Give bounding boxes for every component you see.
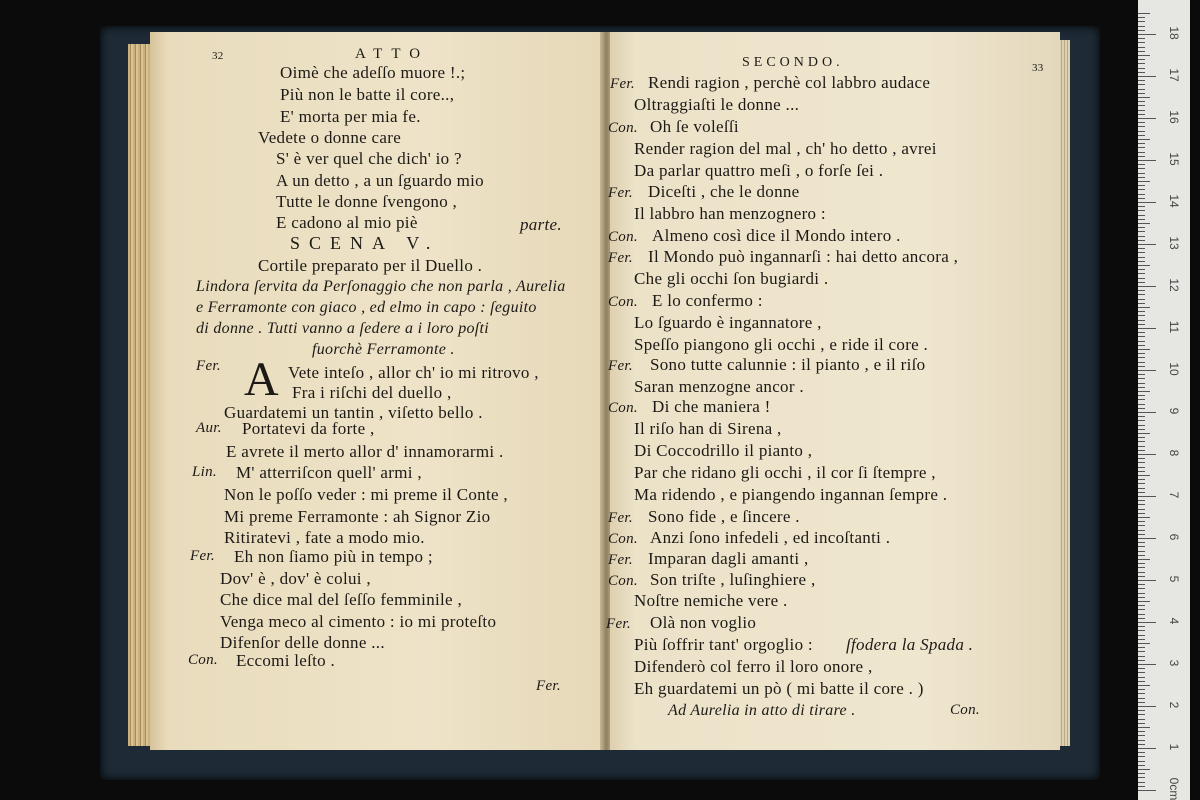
ruler-tick — [1138, 710, 1145, 711]
ruler-tick — [1138, 668, 1145, 669]
ruler-tick — [1138, 311, 1145, 312]
ruler-tick — [1138, 236, 1145, 237]
ruler-tick — [1138, 672, 1145, 673]
ruler-label: 2 — [1167, 701, 1181, 709]
ruler-tick — [1138, 681, 1145, 682]
speaker-label: Fer. — [190, 548, 215, 564]
ruler-tick — [1138, 656, 1145, 657]
verse-line: Il riſo han di Sirena , — [634, 419, 782, 438]
ruler-tick — [1138, 735, 1145, 736]
ruler-tick — [1138, 72, 1145, 73]
ruler-tick — [1138, 189, 1145, 190]
stage-direction: Ad Aurelia in atto di tirare . — [668, 702, 856, 719]
verse-line: Olà non voglio — [650, 613, 757, 632]
catchword: Fer. — [536, 678, 561, 694]
ruler-tick — [1138, 563, 1145, 564]
ruler-tick — [1138, 635, 1145, 636]
ruler-tick — [1138, 513, 1145, 514]
ruler-tick — [1138, 744, 1145, 745]
right-running-head: SECONDO. — [742, 55, 844, 70]
verse-line: Mi preme Ferramonte : ah Signor Zio — [224, 507, 491, 526]
ruler-tick — [1138, 261, 1145, 262]
verse-line: Vedete o donne care — [258, 128, 402, 147]
ruler-tick — [1138, 639, 1145, 640]
ruler-tick — [1138, 685, 1150, 686]
ruler-tick — [1138, 219, 1145, 220]
ruler-tick — [1138, 580, 1156, 581]
stage-direction: Lindora ſervita da Perſonaggio che non parla , Aurelia — [196, 278, 566, 295]
verse-line: Che dice mal del ſeſſo femminile , — [220, 590, 462, 609]
ruler-tick — [1138, 433, 1150, 434]
ruler-tick — [1138, 21, 1145, 22]
ruler-tick — [1138, 408, 1145, 409]
verse-line: Noſtre nemiche vere . — [634, 591, 788, 610]
stage-direction: e Ferramonte con giaco , ed elmo in capo : ſeguito — [196, 299, 537, 316]
left-page-number: 32 — [212, 50, 224, 62]
ruler-tick — [1138, 181, 1150, 182]
ruler-tick — [1138, 135, 1145, 136]
ruler-tick — [1138, 282, 1145, 283]
ruler-tick — [1138, 185, 1145, 186]
verse-line: Vete inteſo , allor ch' io mi ritrovo , — [288, 363, 539, 382]
ruler-tick — [1138, 588, 1145, 589]
verse-line: Diceſti , che le donne — [648, 182, 800, 201]
ruler-tick — [1138, 538, 1156, 539]
ruler-label: 18 — [1167, 26, 1181, 40]
ruler-tick — [1138, 198, 1145, 199]
ruler-label: 11 — [1167, 320, 1181, 334]
ruler-tick — [1138, 173, 1145, 174]
stage-direction: di donne . Tutti vanno a ſedere a i loro poſti — [196, 320, 490, 337]
ruler-tick — [1138, 93, 1145, 94]
ruler-tick — [1138, 740, 1145, 741]
ruler-tick — [1138, 693, 1145, 694]
speaker-label: Con. — [608, 400, 638, 416]
ruler-tick — [1138, 286, 1156, 287]
ruler-tick — [1138, 622, 1156, 623]
ruler-tick — [1138, 727, 1150, 728]
catchword: Con. — [950, 702, 980, 718]
ruler-tick — [1138, 227, 1145, 228]
ruler-tick — [1138, 122, 1145, 123]
verse-line: Imparan dagli amanti , — [648, 549, 809, 568]
verse-line: Tutte le donne ſvengono , — [276, 192, 458, 211]
ruler-tick — [1138, 689, 1145, 690]
ruler-tick — [1138, 399, 1145, 400]
ruler-tick — [1138, 504, 1145, 505]
ruler-tick — [1138, 618, 1145, 619]
ruler-tick — [1138, 387, 1145, 388]
ruler-tick — [1138, 13, 1150, 14]
verse-line: E lo confermo : — [652, 291, 763, 310]
ruler-label: 16 — [1167, 110, 1181, 124]
ruler-label: 10 — [1167, 362, 1181, 376]
verse-line: Oh ſe voleſſi — [650, 117, 739, 136]
ruler-tick — [1138, 345, 1145, 346]
ruler-label: 0cm — [1167, 777, 1181, 800]
ruler-tick — [1138, 110, 1145, 111]
ruler-tick — [1138, 651, 1145, 652]
ruler-tick — [1138, 101, 1145, 102]
verse-line: Speſſo piangono gli occhi , e ride il core . — [634, 335, 929, 354]
ruler-tick — [1138, 605, 1145, 606]
speaker-label: Fer. — [606, 616, 631, 632]
ruler-tick — [1138, 240, 1145, 241]
ruler-tick — [1138, 723, 1145, 724]
ruler-tick — [1138, 425, 1145, 426]
verse-line: Ritiratevi , fate a modo mio. — [224, 528, 425, 547]
verse-line: Fra i riſchi del duello , — [292, 383, 452, 402]
ruler-tick — [1138, 357, 1145, 358]
ruler-tick — [1138, 303, 1145, 304]
ruler-tick — [1138, 391, 1150, 392]
ruler-tick — [1138, 210, 1145, 211]
ruler-tick — [1138, 412, 1156, 413]
ruler-tick — [1138, 660, 1145, 661]
verse-line: Oimè che adeſſo muore !.; — [280, 63, 466, 82]
ruler-tick — [1138, 194, 1145, 195]
ruler-tick — [1138, 273, 1145, 274]
verse-line: Sono tutte calunnie : il pianto , e il riſo — [650, 355, 926, 374]
ruler-tick — [1138, 139, 1150, 140]
ruler-tick — [1138, 483, 1145, 484]
ruler-tick — [1138, 786, 1145, 787]
ruler-label: 6 — [1167, 533, 1181, 541]
ruler-tick — [1138, 719, 1145, 720]
ruler-tick — [1138, 597, 1145, 598]
ruler-tick — [1138, 223, 1150, 224]
verse-line: Rendi ragion , perchè col labbro audace — [648, 73, 931, 92]
verse-line: Venga meco al cimento : io mi proteſto — [220, 612, 497, 631]
ruler-tick — [1138, 462, 1145, 463]
verse-line: Eccomi leſto . — [236, 651, 336, 670]
speaker-label: Fer. — [608, 358, 633, 374]
ruler-tick — [1138, 168, 1145, 169]
verse-line: Lo ſguardo è ingannatore , — [634, 313, 822, 332]
ruler-label: 1 — [1167, 743, 1181, 751]
ruler-tick — [1138, 765, 1145, 766]
verse-line: Almeno così dice il Mondo intero . — [652, 226, 901, 245]
ruler-tick — [1138, 420, 1145, 421]
ruler-tick — [1138, 395, 1145, 396]
ruler-tick — [1138, 546, 1145, 547]
verse-line: Che gli occhi ſon bugiardi . — [634, 269, 829, 288]
ruler-tick — [1138, 315, 1145, 316]
ruler-tick — [1138, 790, 1156, 791]
ruler-tick — [1138, 542, 1145, 543]
ruler-tick — [1138, 378, 1145, 379]
ruler-tick — [1138, 731, 1145, 732]
ruler-tick — [1138, 584, 1145, 585]
ruler-tick — [1138, 559, 1150, 560]
ruler-tick — [1138, 756, 1145, 757]
ruler-tick — [1138, 290, 1145, 291]
ruler-tick — [1138, 374, 1145, 375]
verse-line: Difenſor delle donne ... — [220, 633, 385, 652]
ruler-tick — [1138, 341, 1145, 342]
ruler-tick — [1138, 467, 1145, 468]
ruler-label: 15 — [1167, 152, 1181, 166]
stage-direction: fuorchè Ferramonte . — [312, 341, 455, 358]
ruler-tick — [1138, 761, 1145, 762]
ruler-tick — [1138, 164, 1145, 165]
verse-line: Difenderò col ferro il loro onore , — [634, 657, 873, 676]
ruler-tick — [1138, 530, 1145, 531]
left-running-head: ATTO — [355, 46, 430, 62]
right-page-number: 33 — [1032, 62, 1044, 74]
ruler-tick — [1138, 517, 1150, 518]
ruler-tick — [1138, 231, 1145, 232]
ruler-tick — [1138, 593, 1145, 594]
verse-line: Ma ridendo , e piangendo ingannan ſempre . — [634, 485, 948, 504]
ruler-tick — [1138, 362, 1145, 363]
ruler-tick — [1138, 446, 1145, 447]
verse-line: Oltraggiaſti le donne ... — [634, 95, 800, 114]
ruler-tick — [1138, 450, 1145, 451]
ruler-tick — [1138, 244, 1156, 245]
verse-line: Il Mondo può ingannarſi : hai detto ancora , — [648, 247, 959, 266]
verse-line: Non le poſſo veder : mi preme il Conte , — [224, 485, 508, 504]
ruler-tick — [1138, 534, 1145, 535]
ruler-tick — [1138, 366, 1145, 367]
ruler-label: 4 — [1167, 617, 1181, 625]
speaker-label: Fer. — [196, 358, 221, 374]
ruler-tick — [1138, 131, 1145, 132]
ruler-tick — [1138, 614, 1145, 615]
ruler-tick — [1138, 324, 1145, 325]
ruler-tick — [1138, 383, 1145, 384]
ruler-tick — [1138, 160, 1156, 161]
ruler-tick — [1138, 643, 1150, 644]
ruler-tick — [1138, 349, 1150, 350]
ruler-tick — [1138, 51, 1145, 52]
ruler-tick — [1138, 177, 1145, 178]
ruler-tick — [1138, 156, 1145, 157]
verse-line: Dov' è , dov' è colui , — [220, 569, 371, 588]
ruler-tick — [1138, 68, 1145, 69]
ruler-tick — [1138, 576, 1145, 577]
ruler-tick — [1138, 38, 1145, 39]
ruler-tick — [1138, 773, 1145, 774]
ruler-tick — [1138, 42, 1145, 43]
verse-line: Anzi ſono infedeli , ed incoſtanti . — [650, 528, 891, 547]
ruler-tick — [1138, 551, 1145, 552]
ruler-tick — [1138, 370, 1156, 371]
verse-line: Sono fide , e ſincere . — [648, 507, 800, 526]
ruler-tick — [1138, 257, 1145, 258]
ruler-tick — [1138, 630, 1145, 631]
ruler-tick — [1138, 147, 1145, 148]
verse-line: Di che maniera ! — [652, 397, 771, 416]
speaker-label: Con. — [608, 294, 638, 310]
ruler-label: 5 — [1167, 575, 1181, 583]
ruler-tick — [1138, 332, 1145, 333]
ruler-label: 14 — [1167, 194, 1181, 208]
ruler-label: 7 — [1167, 491, 1181, 499]
ruler-tick — [1138, 265, 1150, 266]
ruler-tick — [1138, 126, 1145, 127]
scene-heading: SCENA V. — [290, 233, 440, 253]
verse-line: Eh non ſiamo più in tempo ; — [234, 547, 433, 566]
ruler-tick — [1138, 471, 1145, 472]
speaker-label: Fer. — [608, 510, 633, 526]
ruler-tick — [1138, 441, 1145, 442]
ruler-tick — [1138, 479, 1145, 480]
speaker-label: Con. — [188, 652, 218, 668]
verse-line: Guardatemi un tantin , viſetto bello . — [224, 403, 483, 422]
ruler-tick — [1138, 609, 1145, 610]
ruler-tick — [1138, 777, 1145, 778]
speaker-label: Fer. — [610, 76, 635, 92]
ruler-tick — [1138, 59, 1145, 60]
ruler-tick — [1138, 215, 1145, 216]
verse-line: Son triſte , luſinghiere , — [650, 570, 816, 589]
speaker-label: Lin. — [192, 464, 217, 480]
stage-direction: ſfodera la Spada . — [846, 635, 974, 654]
ruler-tick — [1138, 404, 1145, 405]
ruler-tick — [1138, 89, 1145, 90]
ruler-tick — [1138, 416, 1145, 417]
ruler-label: 13 — [1167, 236, 1181, 250]
ruler-tick — [1138, 269, 1145, 270]
ruler-tick — [1138, 454, 1156, 455]
ruler-tick — [1138, 748, 1156, 749]
ruler-tick — [1138, 702, 1145, 703]
ruler-tick — [1138, 105, 1145, 106]
ruler-tick — [1138, 521, 1145, 522]
ruler-tick — [1138, 55, 1150, 56]
ruler-tick — [1138, 202, 1156, 203]
verse-line: Eh guardatemi un pò ( mi batte il core . ) — [634, 679, 924, 698]
ruler-tick — [1138, 80, 1145, 81]
ruler-tick — [1138, 714, 1145, 715]
ruler-tick — [1138, 525, 1145, 526]
ruler-label: 8 — [1167, 449, 1181, 457]
ruler-label: 17 — [1167, 68, 1181, 82]
ruler-tick — [1138, 76, 1156, 77]
speaker-label: Fer. — [608, 552, 633, 568]
verse-line: Par che ridano gli occhi , il cor ſi ſtempre , — [634, 463, 936, 482]
ruler-tick — [1138, 492, 1145, 493]
verse-line: E' morta per mia fe. — [280, 107, 421, 126]
verse-line: Di Coccodrillo il pianto , — [634, 441, 813, 460]
ruler-tick — [1138, 429, 1145, 430]
ruler-tick — [1138, 143, 1145, 144]
stage-direction: parte. — [520, 215, 562, 234]
measuring-ruler — [1138, 0, 1190, 800]
ruler-tick — [1138, 475, 1150, 476]
verse-line: Il labbro han menzognero : — [634, 204, 826, 223]
ruler-tick — [1138, 572, 1145, 573]
verse-line: Render ragion del mal , ch' ho detto , avrei — [634, 139, 937, 158]
ruler-label: 12 — [1167, 278, 1181, 292]
ruler-tick — [1138, 97, 1150, 98]
speaker-label: Fer. — [608, 250, 633, 266]
drop-initial: A — [244, 353, 279, 406]
ruler-tick — [1138, 278, 1145, 279]
ruler-tick — [1138, 26, 1145, 27]
ruler-tick — [1138, 769, 1150, 770]
ruler-tick — [1138, 299, 1145, 300]
ruler-tick — [1138, 698, 1145, 699]
verse-line: Più ſoffrir tant' orgoglio : — [634, 635, 813, 654]
verse-line: E avrete il merto allor d' innamorarmi . — [226, 442, 504, 461]
verse-line: M' atterriſcon quell' armi , — [236, 463, 422, 482]
ruler-tick — [1138, 47, 1145, 48]
ruler-tick — [1138, 252, 1145, 253]
ruler-tick — [1138, 706, 1156, 707]
speaker-label: Con. — [608, 120, 638, 136]
ruler-tick — [1138, 782, 1145, 783]
ruler-tick — [1138, 496, 1156, 497]
ruler-tick — [1138, 509, 1145, 510]
verse-line: A un detto , a un ſguardo mio — [276, 171, 484, 190]
ruler-tick — [1138, 353, 1145, 354]
ruler-tick — [1138, 17, 1145, 18]
ruler-tick — [1138, 336, 1145, 337]
speaker-label: Con. — [608, 573, 638, 589]
scene-setting: Cortile preparato per il Duello . — [258, 256, 483, 275]
ruler-tick — [1138, 752, 1145, 753]
ruler-tick — [1138, 63, 1145, 64]
ruler-tick — [1138, 500, 1145, 501]
ruler-tick — [1138, 488, 1145, 489]
ruler-tick — [1138, 84, 1145, 85]
ruler-tick — [1138, 118, 1156, 119]
speaker-label: Aur. — [196, 420, 222, 436]
speaker-label: Fer. — [608, 185, 633, 201]
verse-line: Portatevi da forte , — [242, 419, 375, 438]
ruler-tick — [1138, 437, 1145, 438]
ruler-label: 3 — [1167, 659, 1181, 667]
ruler-tick — [1138, 152, 1145, 153]
verse-line: S' è ver quel che dich' io ? — [276, 149, 462, 168]
verse-line: Più non le batte il core.., — [280, 85, 455, 104]
ruler-tick — [1138, 567, 1145, 568]
ruler-tick — [1138, 34, 1156, 35]
ruler-tick — [1138, 114, 1145, 115]
ruler-tick — [1138, 320, 1145, 321]
ruler-tick — [1138, 248, 1145, 249]
ruler-tick — [1138, 30, 1145, 31]
ruler-tick — [1138, 555, 1145, 556]
verse-line: E cadono al mio piè — [276, 213, 418, 232]
speaker-label: Con. — [608, 229, 638, 245]
ruler-tick — [1138, 647, 1145, 648]
ruler-tick — [1138, 601, 1150, 602]
ruler-label: 9 — [1167, 407, 1181, 415]
ruler-tick — [1138, 294, 1145, 295]
ruler-tick — [1138, 677, 1145, 678]
ruler-tick — [1138, 307, 1150, 308]
speaker-label: Con. — [608, 531, 638, 547]
ruler-tick — [1138, 664, 1156, 665]
verse-line: Da parlar quattro meſi , o forſe ſei . — [634, 161, 884, 180]
ruler-tick — [1138, 328, 1156, 329]
verse-line: Saran menzogne ancor . — [634, 377, 804, 396]
ruler-tick — [1138, 626, 1145, 627]
ruler-tick — [1138, 458, 1145, 459]
ruler-tick — [1138, 206, 1145, 207]
